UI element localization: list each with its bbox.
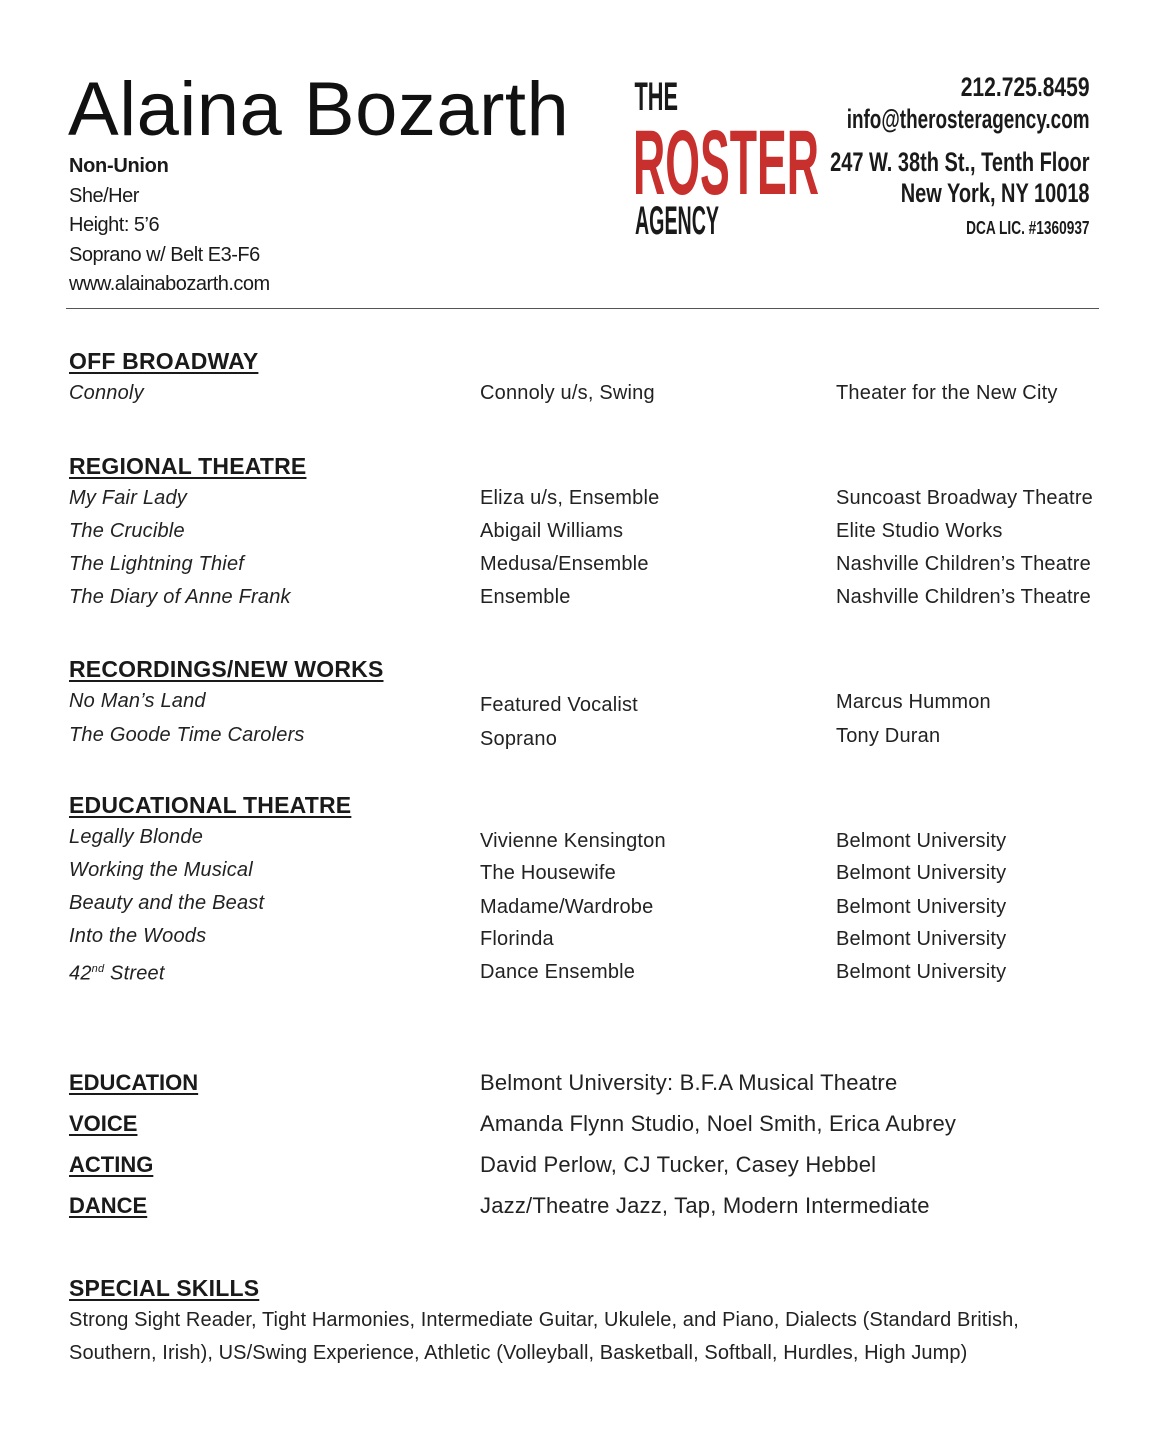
training-row-voice bbox=[69, 1111, 1109, 1152]
section-off-broadway bbox=[69, 345, 1109, 410]
venue: Elite Studio Works bbox=[836, 520, 1003, 542]
logo-roster-text: ROSTER bbox=[633, 112, 819, 214]
training-label: ACTING bbox=[69, 1152, 154, 1177]
venue: Theater for the New City bbox=[836, 382, 1058, 404]
role: Medusa/Ensemble bbox=[480, 553, 649, 575]
role: Ensemble bbox=[480, 586, 571, 608]
section-educational-theatre bbox=[69, 789, 1109, 986]
show-title-rest: Street bbox=[104, 962, 165, 985]
logo-the-text: THE bbox=[634, 74, 678, 120]
show-title: The Diary of Anne Frank bbox=[69, 586, 291, 608]
training-value: David Perlow, CJ Tucker, Casey Hebbel bbox=[480, 1152, 877, 1177]
agency-address-line1: 247 W. 38th St., Tenth Floor bbox=[830, 147, 1090, 177]
venue: Tony Duran bbox=[836, 725, 941, 747]
section-regional-theatre bbox=[69, 450, 1109, 614]
credit-row bbox=[69, 548, 1109, 581]
skills-line: Southern, Irish), US/Swing Experience, Athletic (Volleyball, Basketball, Softball, Hurdles, High Jump) bbox=[69, 1342, 968, 1364]
show-title: Working the Musical bbox=[69, 859, 253, 881]
training-row-acting bbox=[69, 1152, 1109, 1193]
credit-row bbox=[69, 920, 1109, 953]
section-recordings bbox=[69, 653, 1109, 753]
website-link[interactable]: www.alainabozarth.com bbox=[69, 273, 270, 295]
venue: Belmont University bbox=[836, 896, 1007, 918]
skills-text bbox=[69, 1304, 1069, 1370]
training-label: DANCE bbox=[69, 1193, 148, 1218]
role: Vivienne Kensington bbox=[480, 830, 666, 852]
show-title: The Lightning Thief bbox=[69, 553, 245, 575]
training-label: VOICE bbox=[69, 1111, 138, 1136]
show-title-ordinal: nd bbox=[91, 963, 105, 975]
training-value: Belmont University: B.F.A Musical Theatre bbox=[480, 1070, 898, 1095]
union-status: Non-Union bbox=[69, 155, 169, 177]
credit-row bbox=[69, 953, 1109, 986]
credit-row bbox=[69, 854, 1109, 887]
logo-agency-text: AGENCY bbox=[635, 199, 720, 242]
credit-row bbox=[69, 685, 1109, 719]
performer-info bbox=[69, 152, 270, 300]
training-value: Amanda Flynn Studio, Noel Smith, Erica Aubrey bbox=[480, 1111, 957, 1136]
credit-row bbox=[69, 581, 1109, 614]
credit-row bbox=[69, 821, 1109, 854]
credit-row bbox=[69, 887, 1109, 920]
venue: Suncoast Broadway Theatre bbox=[836, 487, 1094, 509]
role: Eliza u/s, Ensemble bbox=[480, 487, 660, 509]
venue: Nashville Children’s Theatre bbox=[836, 553, 1091, 575]
venue: Belmont University bbox=[836, 928, 1007, 950]
role: Featured Vocalist bbox=[480, 694, 638, 716]
credit-row bbox=[69, 719, 1109, 753]
show-title bbox=[69, 953, 165, 991]
agency-contact bbox=[739, 70, 1090, 240]
role: Connoly u/s, Swing bbox=[480, 382, 655, 404]
venue: Belmont University bbox=[836, 830, 1007, 852]
show-title-number: 42 bbox=[69, 962, 92, 985]
section-heading: REGIONAL THEATRE bbox=[69, 453, 307, 479]
section-heading: RECORDINGS/NEW WORKS bbox=[69, 656, 384, 682]
role: The Housewife bbox=[480, 862, 616, 884]
section-heading: EDUCATIONAL THEATRE bbox=[69, 792, 352, 818]
agency-email[interactable]: info@therosteragency.com bbox=[847, 104, 1090, 134]
height: Height: 5’6 bbox=[69, 214, 160, 236]
venue: Belmont University bbox=[836, 961, 1007, 983]
header-divider bbox=[66, 308, 1099, 309]
performer-name: Alaina Bozarth bbox=[68, 67, 570, 152]
credit-row bbox=[69, 377, 1109, 410]
show-title: Beauty and the Beast bbox=[69, 892, 265, 914]
training-row-education bbox=[69, 1070, 1109, 1111]
show-title: Connoly bbox=[69, 382, 144, 404]
training-label: EDUCATION bbox=[69, 1070, 199, 1095]
training-value: Jazz/Theatre Jazz, Tap, Modern Intermediate bbox=[480, 1193, 930, 1218]
agency-license: DCA LIC. #1360937 bbox=[966, 218, 1090, 238]
venue: Nashville Children’s Theatre bbox=[836, 586, 1091, 608]
credit-row bbox=[69, 515, 1109, 548]
pronouns: She/Her bbox=[69, 184, 139, 207]
role: Madame/Wardrobe bbox=[480, 896, 654, 918]
section-heading: OFF BROADWAY bbox=[69, 348, 259, 374]
voice-type: Soprano w/ Belt E3-F6 bbox=[69, 243, 260, 266]
agency-address-line2: New York, NY 10018 bbox=[901, 178, 1090, 208]
role: Abigail Williams bbox=[480, 520, 624, 542]
section-special-skills bbox=[69, 1272, 1109, 1370]
agency-phone[interactable]: 212.725.8459 bbox=[961, 72, 1090, 102]
show-title: Legally Blonde bbox=[69, 826, 204, 848]
venue: Marcus Hummon bbox=[836, 691, 991, 713]
role: Soprano bbox=[480, 728, 558, 750]
training-section bbox=[69, 1070, 1109, 1234]
show-title: Into the Woods bbox=[69, 925, 207, 947]
training-row-dance bbox=[69, 1193, 1109, 1234]
venue: Belmont University bbox=[836, 862, 1007, 884]
show-title: The Goode Time Carolers bbox=[69, 724, 305, 746]
show-title: My Fair Lady bbox=[69, 487, 187, 509]
show-title: The Crucible bbox=[69, 520, 185, 542]
role: Dance Ensemble bbox=[480, 961, 636, 983]
show-title: No Man’s Land bbox=[69, 690, 206, 712]
role: Florinda bbox=[480, 928, 554, 950]
credit-row bbox=[69, 482, 1109, 515]
section-heading: SPECIAL SKILLS bbox=[69, 1275, 260, 1301]
skills-line: Strong Sight Reader, Tight Harmonies, Intermediate Guitar, Ukulele, and Piano, Dialects (Standard British, bbox=[69, 1309, 1019, 1331]
